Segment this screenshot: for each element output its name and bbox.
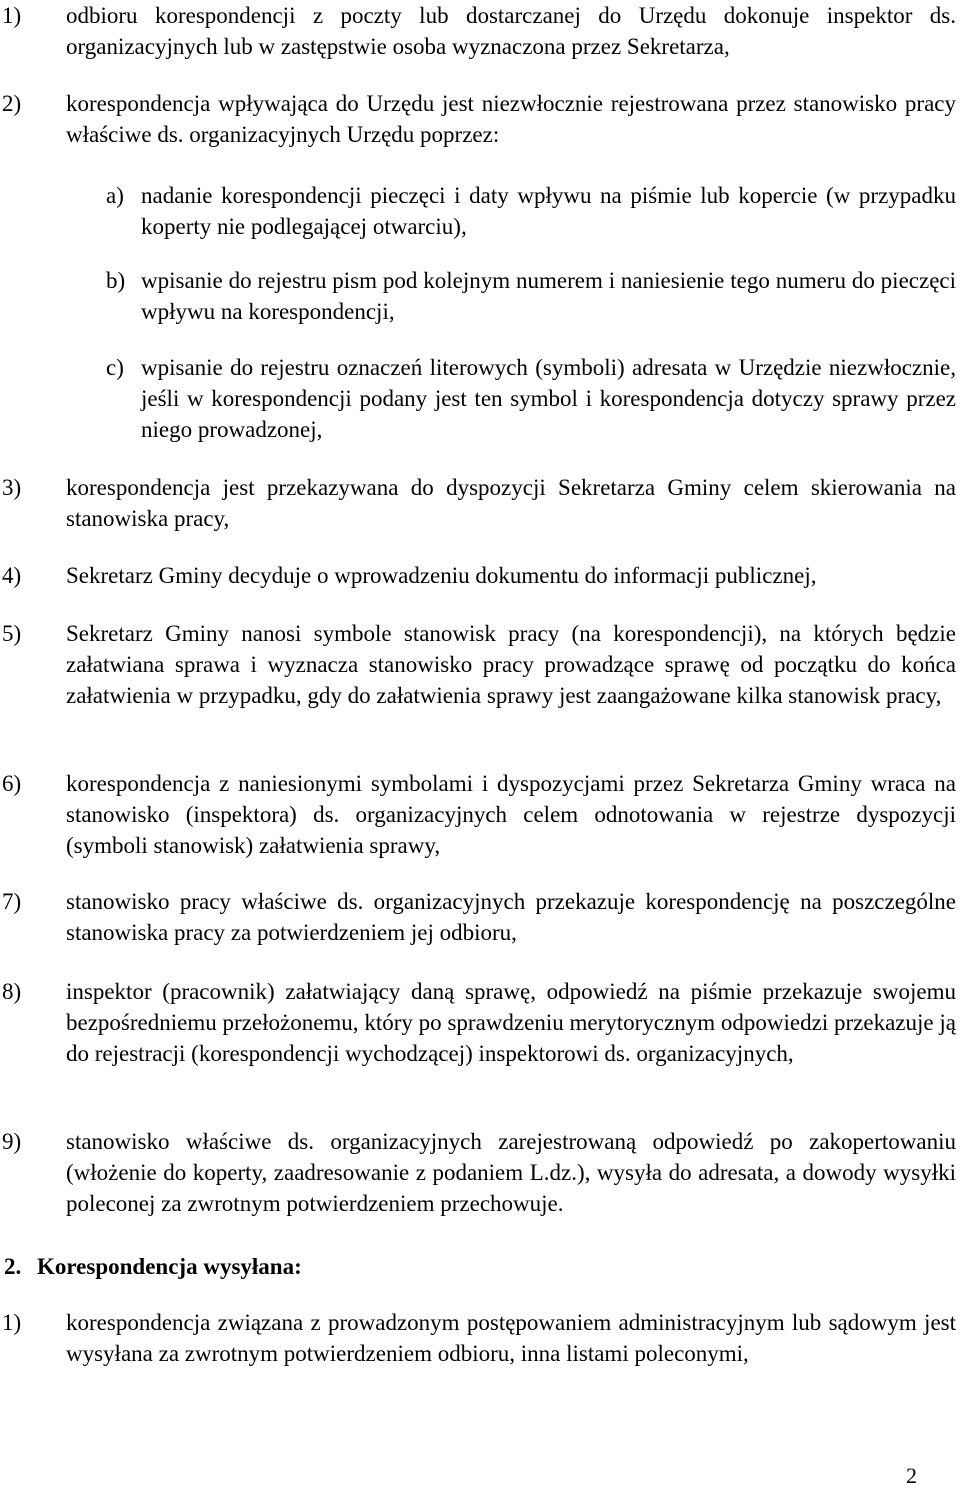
list-item-text: stanowisko właściwe ds. organizacyjnych zarejestrowaną odpowiedź po zakopertowaniu (włożenie do koperty, zaadresowanie z podaniem L.dz.), wysyła do adresata, a dowody wysyłki poleconej za zwrotnym potwierdzeniem przechowuje. [66, 1129, 956, 1216]
sub-item-text: nadanie korespondencji pieczęci i daty wpływu na piśmie lub kopercie (w przypadku koperty nie podlegającej otwarciu), [141, 183, 956, 239]
sub-item-letter: b) [106, 268, 126, 293]
list-item-8 [2, 976, 956, 1069]
list-item-number: 3) [2, 475, 22, 500]
page-number: 2 [906, 1463, 917, 1488]
list-item-number: 4) [2, 563, 22, 588]
sub-item-text: wpisanie do rejestru pism pod kolejnym numerem i naniesienie tego numeru do pieczęci wpływu na korespondencji, [141, 268, 956, 324]
section-title: Korespondencja wysyłana: [37, 1254, 302, 1279]
sub-item-c [106, 352, 956, 445]
sub-item-text: wpisanie do rejestru oznaczeń literowych (symboli) adresata w Urzędzie niezwłocznie, jeśli w korespondencji podany jest ten symbol i korespondencja dotyczy sprawy przez niego prowadzonej, [141, 355, 956, 442]
list-item-text: stanowisko pracy właściwe ds. organizacyjnych przekazuje korespondencję na poszczególne stanowiska pracy za potwierdzeniem jej odbioru, [66, 889, 956, 945]
list-item-number: 1) [2, 1310, 22, 1335]
sub-item-letter: c) [106, 355, 124, 380]
list-item-text: inspektor (pracownik) załatwiający daną sprawę, odpowiedź na piśmie przekazuje swojemu bezpośredniemu przełożonemu, który po sprawdzeniu merytorycznym odpowiedzi przekazuje ją do rejestracji (korespondencji wychodzącej) inspektorowi ds. organizacyjnych, [66, 979, 956, 1066]
list-item-1 [2, 0, 956, 62]
list-item-number: 7) [2, 889, 22, 914]
list-item-text: korespondencja z naniesionymi symbolami i dyspozycjami przez Sekretarza Gminy wraca na stanowisko (inspektora) ds. organizacyjnych celem odnotowania w rejestrze dyspozycji (symboli stanowisk) załatwienia sprawy, [66, 771, 956, 858]
sub-item-a [106, 180, 956, 242]
list-item-4 [2, 560, 956, 591]
list-item-outgoing-1 [2, 1307, 956, 1369]
list-item-number: 5) [2, 621, 22, 646]
list-item-text: odbioru korespondencji z poczty lub dostarczanej do Urzędu dokonuje inspektor ds. organizacyjnych lub w zastępstwie osoba wyznaczona przez Sekretarza, [66, 3, 956, 59]
list-item-number: 2) [2, 91, 22, 116]
list-item-text: korespondencja jest przekazywana do dyspozycji Sekretarza Gminy celem skierowania na stanowiska pracy, [66, 475, 956, 531]
list-item-9 [2, 1126, 956, 1219]
list-item-number: 1) [2, 3, 22, 28]
list-item-5 [2, 618, 956, 711]
list-item-text: korespondencja wpływająca do Urzędu jest niezwłocznie rejestrowana przez stanowisko pracy właściwe ds. organizacyjnych Urzędu poprzez: [66, 91, 956, 147]
list-item-2 [2, 88, 956, 150]
list-item-text: Sekretarz Gminy nanosi symbole stanowisk pracy (na korespondencji), na których będzie załatwiana sprawa i wyznacza stanowisko pracy prowadzące sprawę od początku do końca załatwienia w przypadku, gdy do załatwienia sprawy jest zaangażowane kilka stanowisk pracy, [66, 621, 956, 708]
sub-item-b [106, 265, 956, 327]
list-item-number: 9) [2, 1129, 22, 1154]
list-item-7 [2, 886, 956, 948]
list-item-6 [2, 768, 956, 861]
list-item-text: korespondencja związana z prowadzonym postępowaniem administracyjnym lub sądowym jest wysyłana za zwrotnym potwierdzeniem odbioru, inna listami poleconymi, [66, 1310, 956, 1366]
list-item-number: 8) [2, 979, 22, 1004]
section-heading [4, 1251, 904, 1282]
sub-item-letter: a) [106, 183, 124, 208]
list-item-3 [2, 472, 956, 534]
list-item-text: Sekretarz Gminy decyduje o wprowadzeniu dokumentu do informacji publicznej, [66, 563, 817, 588]
section-number: 2. [4, 1254, 22, 1279]
list-item-number: 6) [2, 771, 22, 796]
